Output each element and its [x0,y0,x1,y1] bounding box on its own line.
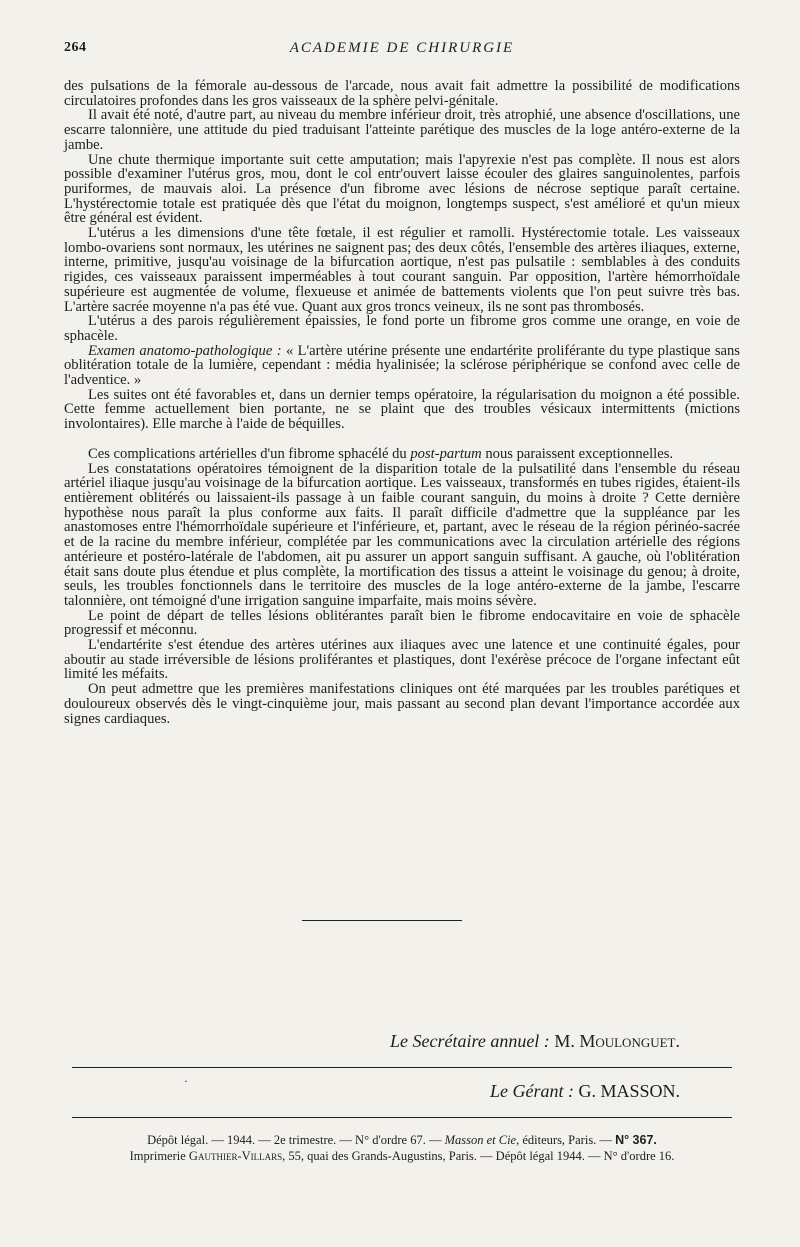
page-number: 264 [64,40,87,55]
page-header [64,40,740,60]
paragraph: On peut admettre que les premières manifestations cliniques ont été marquées par les troubles parétiques et douloureux observés dès le vingt-cinquième jour, mais passant au second plan devant l'importance accordée aux signes cardiaques. [64,681,740,727]
secretary-name: Moulonguet. [579,1031,680,1051]
secretary-initial: M. [554,1031,575,1051]
manager-role: Le Gérant : [489,1081,574,1101]
paragraph: L'endartérite s'est étendue des artères utérines aux iliaques avec une latence et une continuité égales, pour aboutir au stade irréversible de lésions proliférantes et plastiques, dont l'exérèse précoce de l'organe infectant eût limité les méfaits. [64,637,740,683]
footer-text: Dépôt légal. — 1944. — 2e trimestre. — N° d'ordre 67. — [147,1133,445,1147]
pathology-label: Examen anatomo-pathologique : [88,342,282,359]
manager-signature [490,1081,680,1102]
publisher-name: Masson et Cie [444,1133,517,1147]
printer-line [60,1149,744,1164]
end-rule [302,920,462,921]
running-title: ACADEMIE DE CHIRURGIE [289,40,515,56]
paragraph: Une chute thermique importante suit cette amputation; mais l'apyrexie n'est pas complète. Il nous est alors possible d'examiner l'utérus gros, mou, dont le col entr'ouvert laisse écouler des glaires sanguinolentes, parfois puriformes, de mauvais aloi. La présence d'un fibrome avec lésions de nécrose septique paraît certaine. L'hystérectomie totale est pratiquée dès que l'état du moignon, longtemps suspect, s'est amélioré et qu'un mieux être général est évident. [64,151,740,227]
footer-text: Imprimerie [129,1149,189,1163]
stray-mark: · [184,1074,188,1088]
secretary-role: Le Secrétaire annuel : [390,1031,550,1051]
footer-text: , éditeurs, Paris. — [516,1133,616,1147]
paragraph-continuation: des pulsations de la fémorale au-dessous de l'arcade, nous avait fait admettre la possibilité de modifications circulatoires profondes dans les gros vaisseaux de la sphère pelvi-génitale. [64,78,740,109]
paragraph-pathology [64,344,740,388]
paragraph: Les suites ont été favorables et, dans un dernier temps opératoire, la régularisation du moignon a été possible. Cette femme actuellement bien portante, ne se plaint que des troubles vésicaux intermittents (mictions involontaires). Elle marche à l'aide de béquilles. [64,386,740,433]
text-run: nous paraissent exceptionnelles. [481,445,674,462]
manager-name: G. MASSON. [578,1081,680,1101]
paragraph: L'utérus a des parois régulièrement épaissies, le fond porte un fibrome gros comme une orange, en voie de sphacèle. [64,313,740,344]
divider-rule [72,1117,732,1118]
footer-text: , 55, quai des Grands-Augustins, Paris. — Dépôt légal 1944. — N° d'ordre 16. [282,1149,675,1163]
paragraph: Il avait été noté, d'autre part, au niveau du membre inférieur droit, très atrophié, une absence d'oscillations, une escarre talonnière, une attitude du pied traduisant l'atteinte parétique des muscles de la loge antéro-externe de la jambe. [64,107,740,153]
legal-deposit-line [60,1133,744,1148]
secretary-signature [390,1031,680,1052]
paragraph: Les constatations opératoires témoignent de la disparition totale de la pulsatilité dans l'ensemble du réseau artériel iliaque jusqu'au voisinage de la bifurcation aortique. Les vaisseaux, transformés en tubes rigides, étaient-ils entièrement oblitérés ou laissaient-ils passage à un faible courant sanguin, du moins à droite ? Cette dernière hypothèse nous paraît la plus conforme aux faits. Il paraît difficile d'admettre que la suppléance par les anastomoses entre l'hémorrhoïdale supérieure et l'inférieure, et, partant, avec le réseau de la région périnéo-sacrée et de la racine du membre inférieur, complétée par les communications avec la circulation artérielle des régions antérieure et postéro-latérale de l'abdomen, ait pu assurer un apport sanguin suffisant. A gauche, où l'oblitération était sans doute plus étendue et plus complète, la mortification des tissus a atteint le voisinage du genou; à droite, seuls, les troubles fonctionnels dans le territoire des muscles de la loge antéro-externe de la jambe, l'escarre talonnière, ont témoigné d'une irrigation sanguine imparfaite, mais moins sévère. [64,460,740,609]
paragraph-discussion [64,447,740,462]
issue-number: N° 367. [615,1133,657,1147]
divider-rule [72,1067,732,1068]
pathology-text: « L'artère utérine présente une endartérite proliférante du type plastique sans oblitération totale de la lumière, cependant : média hyalinisée; la sclérose périphérique se confond avec celle de l'adventice. » [64,342,740,389]
printer-name: Gauthier-Villars [188,1149,283,1163]
paragraph: Le point de départ de telles lésions oblitérantes paraît bien le fibrome endocavitaire en voie de sphacèle progressif et méconnu. [64,607,740,639]
text-run: Ces complications artérielles d'un fibrome sphacélé du [88,445,411,462]
italic-term: post-partum [410,445,482,462]
article-body [64,79,740,726]
paragraph: L'utérus a les dimensions d'une tête fœtale, il est régulier et ramolli. Hystérectomie totale. Les vaisseaux lombo-ovariens sont normaux, les utérines ne saignent pas; des deux côtés, l'ensemble des artères iliaques, externe, interne, primitive, jusqu'au voisinage de la bifurcation aortique, n'est pas pulsatile : semblables à des conduits rigides, ces vaisseaux paraissent imperméables à tout courant sanguin. Par opposition, l'artère hémorrhoïdale supérieure est augmentée de volume, flexueuse et animée de battements violents que l'on peut suivre très bas. L'artère sacrée moyenne n'a pas été vue. Quant aux gros troncs veineux, ils ne sont pas thrombosés. [64,225,740,315]
